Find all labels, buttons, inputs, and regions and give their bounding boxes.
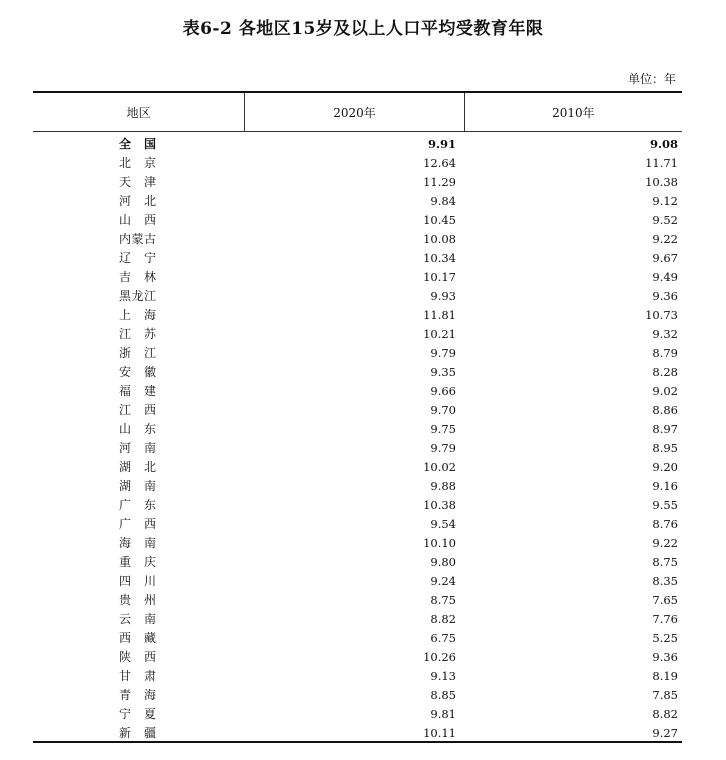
value-2010: 5.25: [652, 630, 678, 645]
value-2020: 10.26: [423, 649, 456, 664]
region-name: 吉林: [119, 270, 156, 284]
table-row: [33, 590, 682, 609]
region-cell: [33, 629, 245, 646]
value-2020: 9.84: [430, 193, 456, 208]
table-row: [33, 419, 682, 438]
education-table: [33, 91, 682, 742]
table-row: [33, 685, 682, 704]
region-name: 广东: [119, 498, 156, 512]
value-2010: 9.49: [652, 269, 678, 284]
value-2020: 9.91: [427, 136, 456, 151]
region-cell: [33, 591, 245, 608]
value-2020: 9.70: [430, 402, 456, 417]
region-name: 青海: [119, 688, 156, 702]
value-2010: 8.95: [652, 440, 678, 455]
table-row: [33, 153, 682, 172]
table-row: [33, 533, 682, 552]
region-cell: [33, 572, 245, 589]
value-2010: 9.55: [652, 497, 678, 512]
region-cell: [33, 173, 245, 190]
region-name: 湖北: [119, 460, 156, 474]
value-2010: 7.65: [652, 592, 678, 607]
value-2010: 9.02: [652, 383, 678, 398]
table-row: [33, 476, 682, 495]
table-row: [33, 381, 682, 400]
table-row: [33, 400, 682, 419]
region-name: 海南: [119, 536, 156, 550]
region-name: 河北: [119, 194, 156, 208]
value-2020: 9.13: [430, 668, 456, 683]
region-cell: [33, 610, 245, 627]
table-row: [33, 210, 682, 229]
region-cell: [33, 192, 245, 209]
value-2010: 8.97: [652, 421, 678, 436]
region-name: 四川: [119, 574, 156, 588]
table-row: [33, 514, 682, 533]
value-2010: 8.82: [652, 706, 678, 721]
region-cell: [33, 325, 245, 342]
value-2010: 7.76: [652, 611, 678, 626]
table-row: [33, 628, 682, 647]
region-cell: [33, 230, 245, 247]
value-2020: 10.34: [423, 250, 456, 265]
value-2020: 10.08: [423, 231, 456, 246]
region-cell: [33, 382, 245, 399]
table-row: [33, 457, 682, 476]
region-name: 内蒙古: [119, 232, 156, 246]
table-row: [33, 191, 682, 210]
table-row: [33, 172, 682, 191]
value-2020: 6.75: [430, 630, 456, 645]
region-cell: [33, 287, 245, 304]
table-row: [33, 324, 682, 343]
region-cell: [33, 686, 245, 703]
value-2010: 9.08: [649, 136, 678, 151]
table-row: [33, 666, 682, 685]
region-cell: [33, 515, 245, 532]
value-2020: 9.93: [430, 288, 456, 303]
region-name: 北京: [119, 156, 156, 170]
value-2020: 10.17: [423, 269, 456, 284]
region-name: 江苏: [119, 327, 156, 341]
table-row: [33, 609, 682, 628]
region-cell: [33, 705, 245, 722]
value-2020: 9.79: [430, 440, 456, 455]
table-row: [33, 267, 682, 286]
value-2020: 8.82: [430, 611, 456, 626]
table-row: [33, 286, 682, 305]
value-2010: 8.28: [652, 364, 678, 379]
region-name: 山西: [119, 213, 156, 227]
value-2020: 10.38: [423, 497, 456, 512]
value-2010: 9.12: [652, 193, 678, 208]
value-2010: 10.73: [645, 307, 678, 322]
value-2010: 8.76: [652, 516, 678, 531]
value-2020: 8.85: [430, 687, 456, 702]
region-cell: [33, 724, 245, 741]
region-name: 河南: [119, 441, 156, 455]
region-cell: [33, 667, 245, 684]
value-2010: 8.35: [652, 573, 678, 588]
value-2020: 9.81: [430, 706, 456, 721]
table-row: [33, 134, 682, 153]
table-header: [33, 93, 682, 132]
value-2020: 10.21: [423, 326, 456, 341]
region-name: 天津: [119, 175, 156, 189]
region-cell: [33, 135, 245, 152]
value-2010: 9.20: [652, 459, 678, 474]
value-2020: 9.79: [430, 345, 456, 360]
table-bottom-rule: [33, 741, 682, 743]
value-2010: 9.52: [652, 212, 678, 227]
region-cell: [33, 648, 245, 665]
region-cell: [33, 306, 245, 323]
region-cell: [33, 496, 245, 513]
table-row: [33, 248, 682, 267]
table-row: [33, 495, 682, 514]
region-name: 重庆: [119, 555, 156, 569]
table-row: [33, 229, 682, 248]
value-2020: 9.24: [430, 573, 456, 588]
table-body: [33, 132, 682, 742]
region-name: 辽宁: [119, 251, 156, 265]
region-name: 新疆: [119, 726, 156, 740]
table-row: [33, 343, 682, 362]
value-2010: 9.67: [652, 250, 678, 265]
value-2020: 9.75: [430, 421, 456, 436]
region-name: 山东: [119, 422, 156, 436]
value-2010: 9.27: [652, 725, 678, 740]
table-row: [33, 571, 682, 590]
region-cell: [33, 477, 245, 494]
region-name: 广西: [119, 517, 156, 531]
region-name: 西藏: [119, 631, 156, 645]
region-cell: [33, 458, 245, 475]
table-row: [33, 305, 682, 324]
value-2020: 11.81: [423, 307, 456, 322]
value-2010: 9.36: [652, 649, 678, 664]
value-2010: 9.36: [652, 288, 678, 303]
value-2010: 9.22: [652, 231, 678, 246]
value-2010: 8.86: [652, 402, 678, 417]
value-2010: 9.32: [652, 326, 678, 341]
region-name: 浙江: [119, 346, 156, 360]
header-region: 地区: [33, 93, 245, 131]
value-2020: 9.35: [430, 364, 456, 379]
table-row: [33, 362, 682, 381]
header-2020: 2020年: [245, 93, 464, 131]
value-2010: 8.79: [652, 345, 678, 360]
region-name: 江西: [119, 403, 156, 417]
region-cell: [33, 268, 245, 285]
value-2020: 9.66: [430, 383, 456, 398]
value-2020: 9.80: [430, 554, 456, 569]
region-name: 全国: [119, 137, 156, 151]
value-2020: 10.11: [423, 725, 456, 740]
table-row: [33, 723, 682, 742]
value-2010: 9.22: [652, 535, 678, 550]
region-cell: [33, 401, 245, 418]
value-2020: 10.10: [423, 535, 456, 550]
value-2020: 10.45: [423, 212, 456, 227]
value-2010: 9.16: [652, 478, 678, 493]
value-2020: 12.64: [423, 155, 456, 170]
value-2020: 9.54: [430, 516, 456, 531]
region-name: 宁夏: [119, 707, 156, 721]
table-row: [33, 552, 682, 571]
region-name: 安徽: [119, 365, 156, 379]
region-name: 福建: [119, 384, 156, 398]
value-2010: 8.75: [652, 554, 678, 569]
unit-label: 单位：年: [627, 72, 676, 86]
value-2020: 8.75: [430, 592, 456, 607]
region-cell: [33, 249, 245, 266]
region-name: 陕西: [119, 650, 156, 664]
region-cell: [33, 363, 245, 380]
value-2010: 8.19: [652, 668, 678, 683]
table-row: [33, 704, 682, 723]
region-name: 湖南: [119, 479, 156, 493]
region-name: 贵州: [119, 593, 156, 607]
value-2010: 10.38: [645, 174, 678, 189]
value-2020: 9.88: [430, 478, 456, 493]
header-2010: 2010年: [552, 105, 595, 120]
region-cell: [33, 211, 245, 228]
region-cell: [33, 553, 245, 570]
region-name: 上海: [119, 308, 156, 322]
table-title: 表6-2 各地区15岁及以上人口平均受教育年限: [182, 19, 544, 39]
table-row: [33, 438, 682, 457]
region-name: 甘肃: [119, 669, 156, 683]
value-2010: 11.71: [645, 155, 678, 170]
value-2020: 11.29: [423, 174, 456, 189]
region-cell: [33, 439, 245, 456]
region-cell: [33, 344, 245, 361]
table-row: [33, 647, 682, 666]
region-cell: [33, 420, 245, 437]
region-name: 黑龙江: [119, 289, 156, 303]
region-cell: [33, 154, 245, 171]
region-name: 云南: [119, 612, 156, 626]
value-2020: 10.02: [423, 459, 456, 474]
value-2010: 7.85: [652, 687, 678, 702]
region-cell: [33, 534, 245, 551]
